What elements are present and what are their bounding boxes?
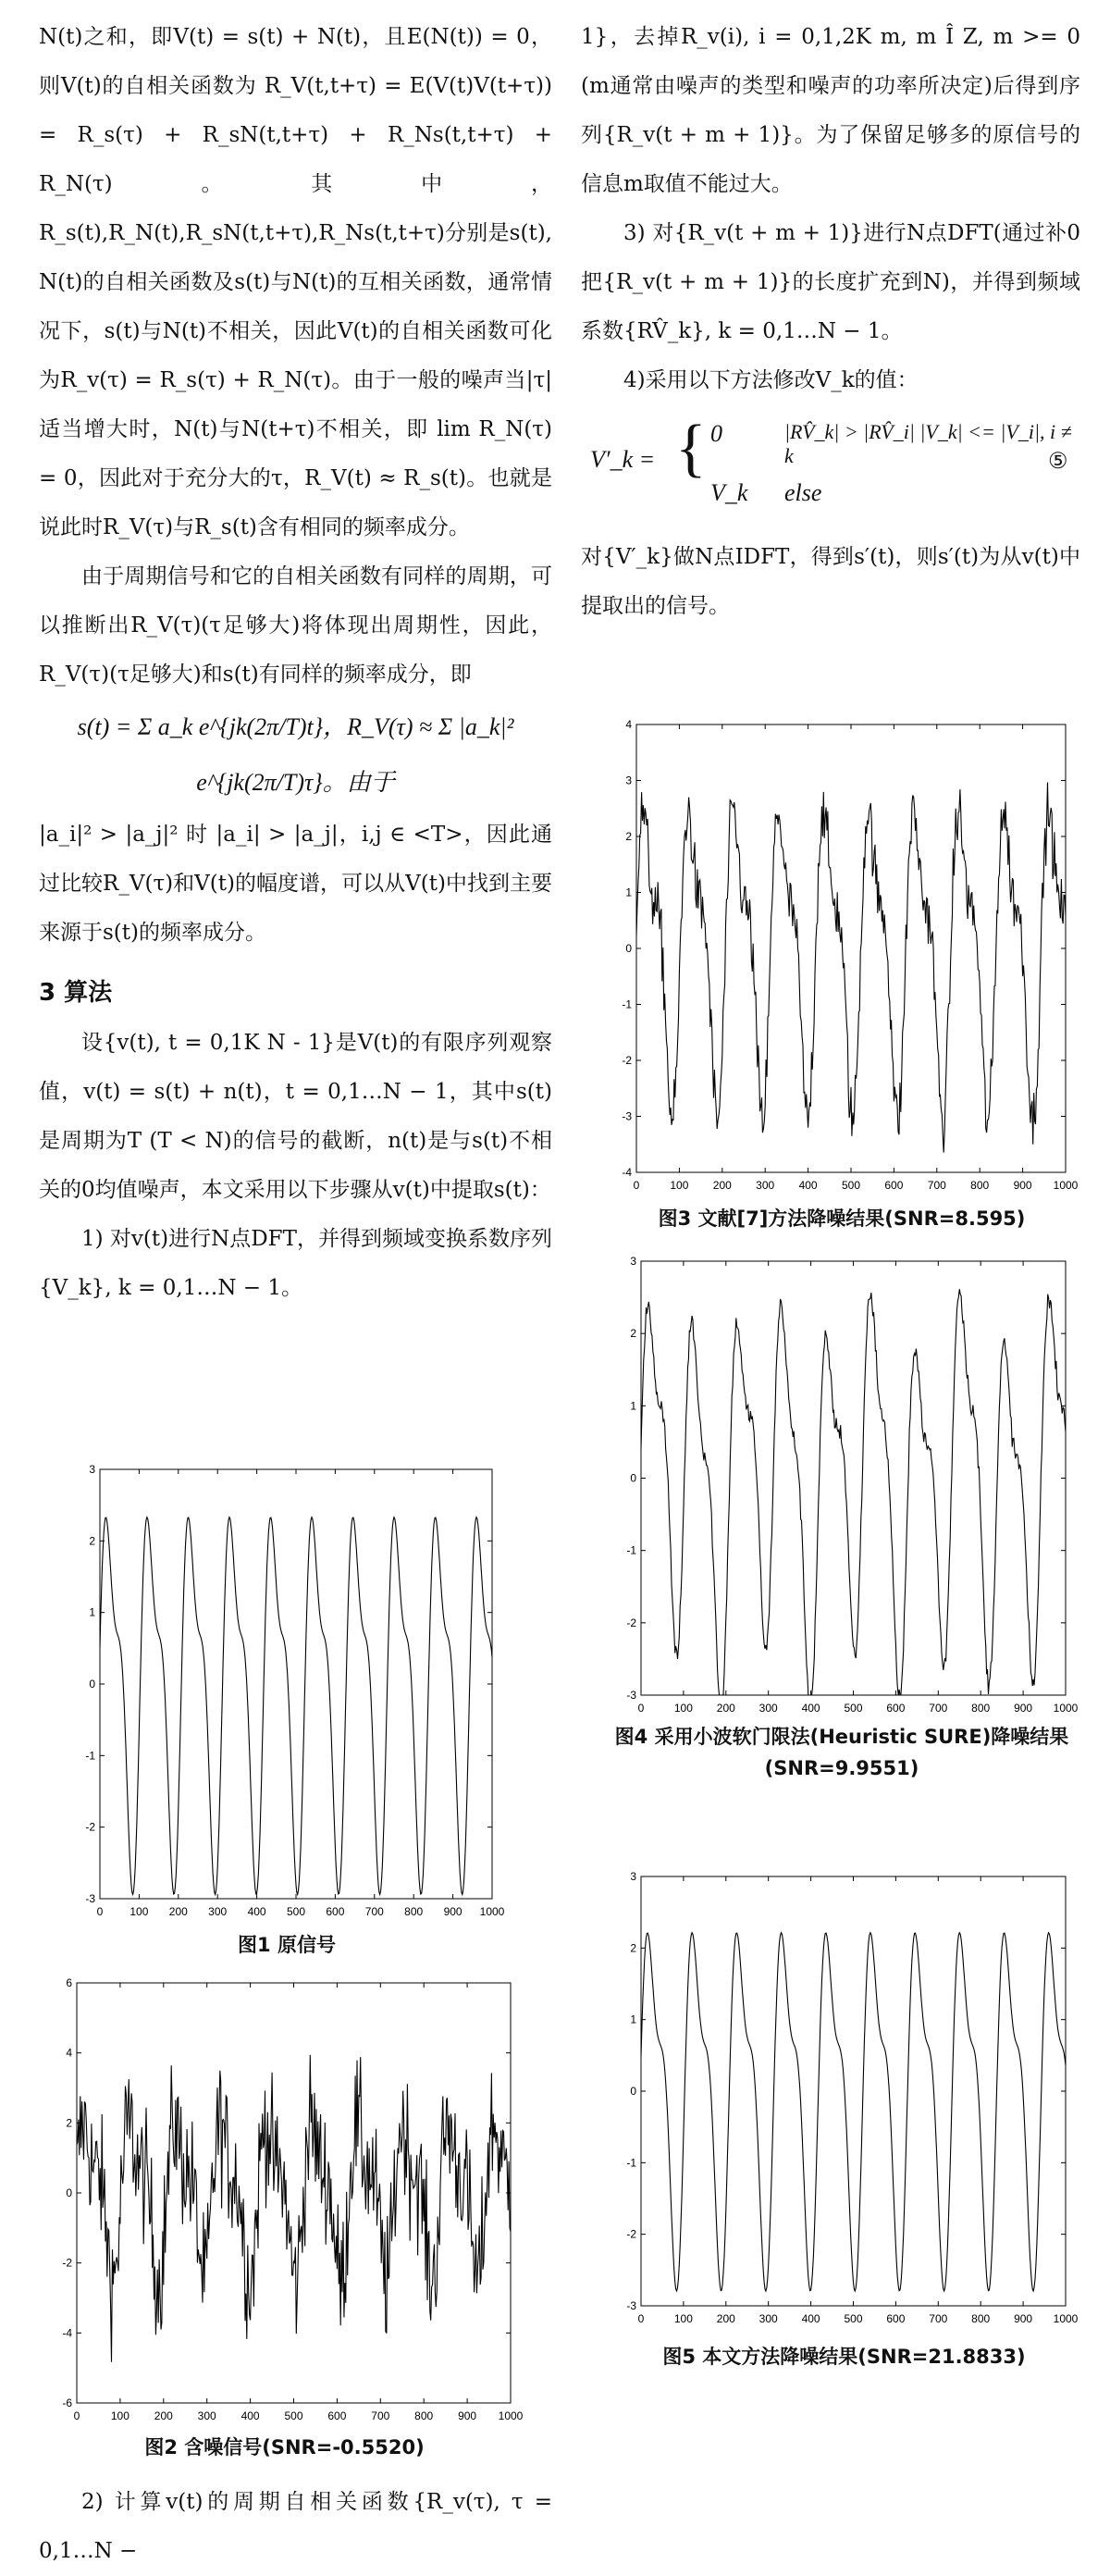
plot-frame	[77, 1983, 511, 2403]
y-tick-label: 2	[66, 2116, 72, 2130]
figure-4-chart	[615, 1254, 1079, 1721]
right-paragraph-3: 4)采用以下方法修改V_k的值：	[623, 368, 919, 392]
y-tick-label: -1	[626, 2156, 636, 2170]
equation-number: ⑤	[1048, 450, 1068, 474]
y-tick-label: -3	[85, 1892, 95, 1905]
y-tick-label: 2	[89, 1534, 95, 1548]
left-bottom-text	[39, 2478, 552, 2576]
left-paragraph-4: 设{v(t), t = 0,1K N - 1}是V(t)的有限序列观察值，v(t) = s(t) + n(t)，t = 0,1…N − 1，其中s(t)是周期为T (T < N)的信号的截断，n(t)是与s(t)不相关的0均值噪声，本文采用以下步骤从v(t)中提取s(t)：	[39, 1031, 552, 1202]
x-tick-label: 300	[756, 1179, 775, 1192]
plot-frame	[641, 1876, 1066, 2306]
y-tick-label: 0	[66, 2186, 72, 2199]
x-tick-label: 700	[929, 2312, 948, 2325]
y-tick-label: -6	[62, 2396, 72, 2409]
left-paragraph-2: 由于周期信号和它的自相关函数有同样的周期，可以推断出R_V(τ)(τ足够大)将体现出周期性，因此，R_V(τ)(τ足够大)和s(t)有同样的频率成分，即	[39, 564, 552, 687]
figure-4	[615, 1254, 1079, 1721]
x-tick-label: 200	[168, 1905, 188, 1918]
x-tick-label: 600	[327, 2409, 347, 2422]
x-tick-label: 100	[673, 2312, 693, 2325]
y-tick-label: 3	[625, 774, 632, 787]
y-tick-label: 2	[625, 830, 632, 843]
y-tick-label: 4	[66, 2046, 72, 2060]
left-paragraph-5: 1) 对v(t)进行N点DFT，并得到频域变换系数序列{V_k}, k = 0,1…N − 1。	[39, 1227, 552, 1300]
x-tick-label: 500	[284, 2409, 303, 2422]
y-tick-label: 4	[625, 718, 632, 731]
y-tick-label: 0	[89, 1678, 95, 1690]
figure-1	[74, 1462, 505, 1925]
x-tick-label: 600	[886, 1702, 906, 1715]
x-tick-label: 300	[208, 1905, 228, 1918]
y-tick-label: -2	[85, 1820, 95, 1834]
x-tick-label: 600	[886, 2312, 906, 2325]
piecewise-equation	[581, 409, 1080, 529]
figure-2	[51, 1975, 524, 2429]
x-tick-label: 900	[1014, 1702, 1033, 1715]
y-tick-label: -2	[626, 2227, 636, 2241]
x-tick-label: 100	[130, 1905, 149, 1918]
x-tick-label: 100	[673, 1702, 693, 1715]
x-tick-label: 300	[197, 2409, 216, 2422]
x-tick-label: 1000	[1053, 1179, 1079, 1192]
x-tick-label: 900	[443, 1905, 462, 1918]
y-tick-label: 1	[630, 2012, 636, 2026]
x-tick-label: 400	[801, 1702, 820, 1715]
x-tick-label: 800	[971, 1702, 991, 1715]
figure-5-caption: 图5 本文方法降噪结果(SNR=21.8833)	[662, 2346, 1026, 2368]
equation-case-1-value: 0	[710, 420, 722, 447]
x-tick-label: 900	[1013, 1179, 1032, 1192]
figure-5-chart	[615, 1869, 1079, 2332]
y-tick-label: -3	[626, 1689, 636, 1702]
y-tick-label: 0	[630, 1471, 636, 1485]
x-tick-label: 700	[371, 2409, 390, 2422]
x-tick-label: 200	[154, 2409, 173, 2422]
x-tick-label: 200	[712, 1179, 732, 1192]
plot-frame	[641, 1261, 1066, 1695]
figure-3-chart	[610, 717, 1079, 1198]
signal-line	[636, 783, 1066, 1153]
signal-line	[77, 2055, 511, 2362]
left-paragraph-6: 2) 计算v(t)的周期自相关函数{R_v(τ), τ = 0,1…N −	[39, 2490, 552, 2563]
y-tick-label: 2	[630, 1941, 636, 1955]
figure-3-caption: 图3 文献[7]方法降噪结果(SNR=8.595)	[658, 1208, 1026, 1230]
right-paragraph-2: 3) 对{R_v(t + m + 1)}进行N点DFT(通过补0把{R_v(t + m + 1)}的长度扩充到N)，并得到频域系数{RV̂_k}, k = 0,1…N − 1。	[581, 221, 1080, 343]
y-tick-label: -1	[622, 997, 632, 1011]
left-equation-1: s(t) = Σ a_k e^{jk(2π/T)t}，R_V(τ) ≈ Σ |a_k|² e^{jk(2π/T)τ}。由于	[77, 713, 514, 796]
section-heading: 3 算法	[39, 979, 113, 1007]
x-tick-label: 300	[758, 1702, 778, 1715]
x-tick-label: 200	[716, 2312, 735, 2325]
y-tick-label: 0	[625, 942, 632, 955]
x-tick-label: 800	[414, 2409, 434, 2422]
y-tick-label: 2	[630, 1327, 636, 1341]
x-tick-label: 0	[96, 1905, 104, 1918]
y-tick-label: -4	[62, 2326, 72, 2340]
x-tick-label: 0	[637, 1702, 645, 1715]
x-tick-label: 500	[844, 1702, 863, 1715]
y-tick-label: -1	[85, 1749, 95, 1763]
figure-3	[610, 717, 1079, 1198]
x-tick-label: 700	[927, 1179, 946, 1192]
y-tick-label: -4	[622, 1166, 632, 1179]
x-tick-label: 800	[971, 2312, 991, 2325]
figure-2-chart	[51, 1975, 524, 2429]
figure-4-caption: 图4 采用小波软门限法(Heuristic SURE)降噪结果(SNR=9.9551)	[614, 1726, 1069, 1779]
equation-case-2-value: V_k	[710, 479, 748, 506]
y-tick-label: -2	[626, 1616, 636, 1629]
x-tick-label: 100	[110, 2409, 130, 2422]
x-tick-label: 600	[884, 1179, 904, 1192]
y-tick-label: -3	[622, 1109, 632, 1123]
figure-1-caption: 图1 原信号	[238, 1934, 336, 1956]
equation-lhs: V′_k =	[590, 446, 656, 473]
x-tick-label: 900	[1014, 2312, 1033, 2325]
equation-case-1-condition: |RV̂_k| > |RV̂_i| |V_k| <= |V_i|, i ≠ k	[784, 420, 1072, 467]
y-tick-label: -2	[62, 2256, 72, 2270]
x-tick-label: 400	[798, 1179, 818, 1192]
y-tick-label: 1	[630, 1399, 636, 1413]
x-tick-label: 0	[73, 2409, 80, 2422]
y-tick-label: -2	[622, 1054, 632, 1067]
x-tick-label: 700	[364, 1905, 384, 1918]
x-tick-label: 700	[929, 1702, 948, 1715]
x-tick-label: 100	[670, 1179, 689, 1192]
y-tick-label: 6	[66, 1976, 72, 1989]
x-tick-label: 0	[637, 2312, 645, 2325]
x-tick-label: 500	[841, 1179, 861, 1192]
x-tick-label: 400	[240, 2409, 260, 2422]
x-tick-label: 500	[286, 1905, 306, 1918]
left-paragraph-3: |a_i|² > |a_j|² 时 |a_i| > |a_j|，i,j ∈ <T>，因此通过比较R_V(τ)和V(t)的幅度谱，可以从V(t)中找到主要来源于s(t)的频率成分。	[39, 823, 552, 945]
signal-line	[641, 1289, 1066, 1695]
x-tick-label: 1000	[498, 2409, 524, 2422]
y-tick-label: -1	[626, 1543, 636, 1557]
x-tick-label: 1000	[479, 1905, 505, 1918]
y-tick-label: 3	[630, 1870, 636, 1883]
y-tick-label: 3	[630, 1255, 636, 1268]
y-tick-label: -3	[626, 2299, 636, 2312]
right-paragraph-1: 1}，去掉R_v(i), i = 0,1,2K m, m Î Z, m >= 0 (m通常由噪声的类型和噪声的功率所决定)后得到序列{R_v(t + m + 1)}。为了保留足够多的原信号的信息m取值不能过大。	[581, 25, 1080, 196]
equation-case-2-condition: else	[784, 479, 822, 506]
signal-line	[100, 1517, 492, 1895]
x-tick-label: 400	[247, 1905, 266, 1918]
left-paragraph-1: N(t)之和，即V(t) = s(t) + N(t)，且E(N(t)) = 0，则V(t)的自相关函数为 R_V(t,t+τ) = E(V(t)V(t+τ)) = R_s(τ) + R_sN(t,t+τ) + R_Ns(t,t+τ) + R_N(τ)。其中，R_s(t),R_N(t),R_sN(t,t+τ),R_Ns(t,t+τ)分别是s(t), N(t)的自相关函数及s(t)与N(t)的互相关函数，通常情况下，s(t)与N(t)不相关，因此V(t)的自相关函数可化为R_v(τ) = R_s(τ) + R_N(τ)。由于一般的噪声当|τ|适当增大时，N(t)与N(t+τ)不相关，即 lim R_N(τ) = 0，因此对于充分大的τ，R_V(t) ≈ R_s(t)。也就是说此时R_V(τ)与R_s(t)含有相同的频率成分。	[39, 25, 552, 539]
right-column	[581, 0, 1080, 631]
left-column	[39, 0, 552, 1313]
x-tick-label: 1000	[1053, 1702, 1079, 1715]
x-tick-label: 600	[326, 1905, 345, 1918]
x-tick-label: 0	[633, 1179, 640, 1192]
signal-line	[641, 1933, 1066, 2291]
figure-1-chart	[74, 1462, 505, 1925]
equation-brace: {	[675, 413, 707, 484]
x-tick-label: 400	[801, 2312, 820, 2325]
x-tick-label: 800	[404, 1905, 424, 1918]
right-paragraph-4: 对{V′_k}做N点IDFT，得到s′(t)，则s′(t)为从v(t)中提取出的信号。	[581, 545, 1080, 618]
y-tick-label: 0	[630, 2085, 636, 2098]
figure-5	[615, 1869, 1079, 2332]
x-tick-label: 800	[970, 1179, 990, 1192]
x-tick-label: 300	[758, 2312, 778, 2325]
x-tick-label: 200	[716, 1702, 735, 1715]
y-tick-label: 3	[89, 1463, 95, 1476]
figure-2-caption: 图2 含噪信号(SNR=-0.5520)	[144, 2436, 425, 2458]
x-tick-label: 1000	[1053, 2312, 1079, 2325]
y-tick-label: 1	[89, 1605, 95, 1619]
x-tick-label: 500	[844, 2312, 863, 2325]
x-tick-label: 900	[458, 2409, 477, 2422]
y-tick-label: 1	[625, 886, 632, 899]
